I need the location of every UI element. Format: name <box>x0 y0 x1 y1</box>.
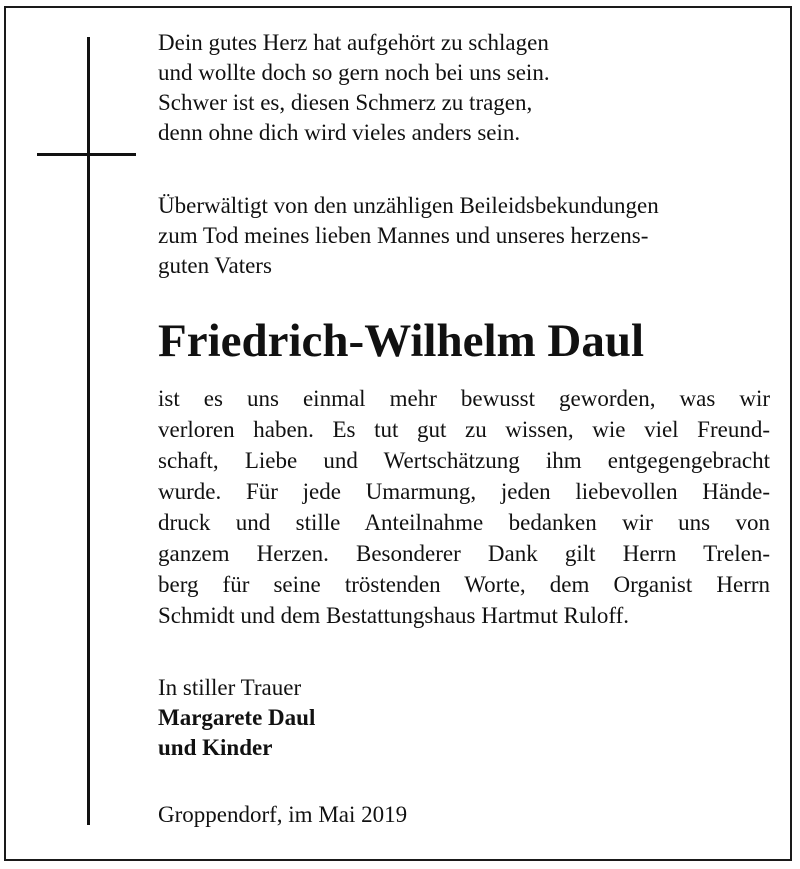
body-line: ganzem Herzen. Besonderer Dank gilt Herrn Trelen- <box>158 541 770 566</box>
mourner-name: Margarete Daul <box>158 705 316 730</box>
mourner-name: und Kinder <box>158 735 273 760</box>
poem-line: Schwer ist es, diesen Schmerz zu tragen, <box>158 90 533 115</box>
intro-paragraph <box>158 191 659 281</box>
signoff-block <box>158 673 315 763</box>
place-date: Groppendorf, im Mai 2019 <box>158 802 408 827</box>
cross-horizontal-bar <box>37 153 136 156</box>
thanks-paragraph <box>158 383 770 631</box>
body-line: berg für seine tröstenden Worte, dem Organist Herrn <box>158 572 770 597</box>
body-line: schaft, Liebe und Wertschätzung ihm entgegengebracht <box>158 448 770 473</box>
poem-line: denn ohne dich wird vieles anders sein. <box>158 120 521 145</box>
signoff-intro: In stiller Trauer <box>158 675 302 700</box>
poem-line: Dein gutes Herz hat aufgehört zu schlagen <box>158 30 549 55</box>
body-line: wurde. Für jede Umarmung, jeden liebevollen Hände- <box>158 479 770 504</box>
body-line: druck und stille Anteilnahme bedanken wir uns von <box>158 510 770 535</box>
intro-line: zum Tod meines lieben Mannes und unseres herzens- <box>158 223 649 248</box>
body-line: Schmidt und dem Bestattungshaus Hartmut Ruloff. <box>158 603 630 628</box>
body-line: ist es uns einmal mehr bewusst geworden, was wir <box>158 386 770 411</box>
intro-line: Überwältigt von den unzähligen Beileidsbekundungen <box>158 193 659 218</box>
deceased-name: Friedrich-Wilhelm Daul <box>158 315 645 367</box>
intro-line: guten Vaters <box>158 253 272 278</box>
poem-line: und wollte doch so gern noch bei uns sein. <box>158 60 550 85</box>
poem-verse <box>158 28 550 148</box>
body-line: verloren haben. Es tut gut zu wissen, wie viel Freund- <box>158 417 770 442</box>
